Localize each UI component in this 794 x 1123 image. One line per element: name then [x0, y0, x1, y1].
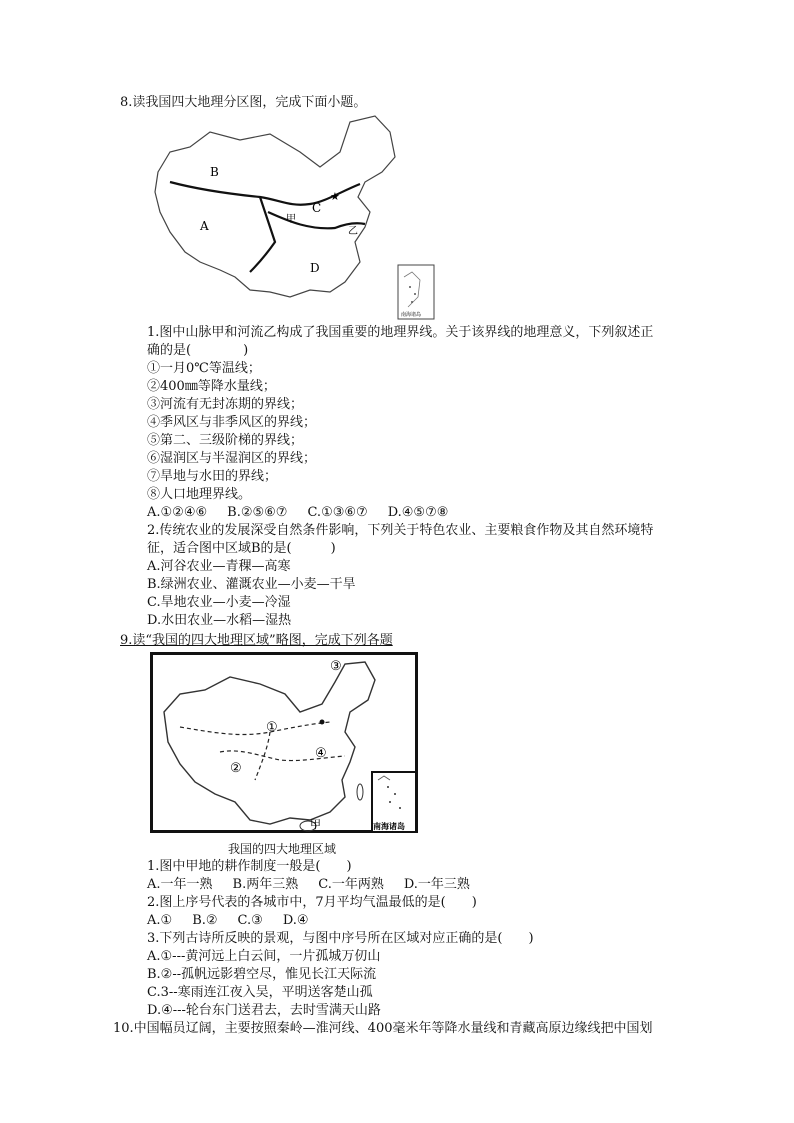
q9-sub2-option-a[interactable]: A.① [147, 913, 173, 928]
q9-sub1-option-b[interactable]: B.两年三熟 [232, 877, 299, 892]
q8-region-c: C [312, 201, 322, 215]
q9-region-map [150, 652, 418, 834]
q8-sub1-options [147, 504, 468, 522]
q8-label-yi: 乙 [348, 226, 358, 237]
q9-jia-label: 甲 [310, 818, 321, 831]
q8-region-b: B [210, 165, 219, 179]
q8-sub1-option-a[interactable]: A.①②④⑥ [147, 505, 208, 520]
q8-sub1-option-c[interactable]: C.①③⑥⑦ [307, 505, 368, 520]
q8-inset-label: 南海诸岛 [401, 312, 422, 318]
q8-sub1-item: ⑦旱地与水田的界线； [147, 469, 278, 484]
q8-region-d: D [310, 261, 320, 275]
q8-region-a: A [200, 219, 209, 233]
q9-sub2-option-c[interactable]: C.③ [237, 913, 263, 928]
q8-sub1-stem-line1: 1.图中山脉甲和河流乙构成了我国重要的地理界线。关于该界线的地理意义，下列叙述正 [147, 325, 654, 340]
q9-heading: 9.读“我国的四大地理区域”略图，完成下列各题 [120, 633, 393, 648]
q9-sub3-option-b[interactable]: B.②--孤帆远影碧空尽，惟见长江天际流 [147, 967, 377, 982]
q8-sub1-stem-line2: 确的是( ) [147, 343, 249, 358]
q9-inset-label: 南海诸岛 [373, 821, 405, 831]
q9-sub1-options [147, 876, 490, 894]
q8-sub2-stem-line2: 征，适合图中区域B的是( ) [147, 541, 336, 556]
q9-marker-4: ④ [315, 746, 327, 761]
q9-sub2-option-d[interactable]: D.④ [282, 913, 309, 928]
q8-china-outline [155, 116, 395, 297]
q9-city-dot [320, 720, 325, 725]
q8-heading: 8.读我国四大地理分区图，完成下面小题。 [120, 95, 367, 110]
q8-boundary-west [250, 197, 275, 272]
q9-sub1-option-d[interactable]: D.一年三熟 [403, 877, 470, 892]
q9-sub3-option-d[interactable]: D.④---轮台东门送君去，去时雪满天山路 [147, 1003, 381, 1018]
q8-sub1-item: ⑤第二、三级阶梯的界线； [147, 433, 304, 448]
q9-marker-1: ① [266, 720, 278, 735]
q9-map-caption: 我国的四大地理区域 [228, 842, 337, 856]
q8-sub1-item: ⑥湿润区与半湿润区的界线； [147, 451, 317, 466]
q9-sub2-option-b[interactable]: B.② [192, 913, 218, 928]
q9-sub3-option-c[interactable]: C.3--寒雨连江夜入吴，平明送客楚山孤 [147, 985, 373, 1000]
q9-marker-3: ③ [330, 659, 342, 674]
q9-sub1-option-a[interactable]: A.一年一熟 [147, 877, 213, 892]
q10-heading: 10.中国幅员辽阔，主要按照秦岭—淮河线、400毫米年等降水量线和青藏高原边缘线把中国划 [113, 1021, 653, 1036]
q9-marker-2: ② [230, 761, 242, 776]
q8-sub2-option-d[interactable]: D.水田农业—水稻—湿热 [147, 613, 292, 628]
q9-sub2-options [147, 912, 329, 930]
q8-sub2-option-a[interactable]: A.河谷农业—青稞—高寒 [147, 559, 291, 574]
q8-inset-frame [398, 265, 434, 319]
q9-sub1-option-c[interactable]: C.一年两熟 [318, 877, 384, 892]
q8-sub2-stem-line1: 2.传统农业的发展深受自然条件影响，下列关于特色农业、主要粮食作物及其自然环境特 [147, 523, 654, 538]
q9-sub1-stem: 1.图中甲地的耕作制度一般是( ) [147, 859, 352, 874]
q8-capital-star: ★ [330, 190, 340, 203]
q8-sub1-item: ⑧人口地理界线。 [147, 487, 252, 502]
q8-sub1-item: ①一月0℃等温线； [147, 361, 261, 376]
q8-sub1-item: ②400㎜等降水量线； [147, 379, 276, 394]
q8-label-jia: 甲 [286, 214, 296, 225]
q9-sub3-option-a[interactable]: A.①---黄河远上白云间，一片孤城万仞山 [147, 949, 381, 964]
q8-sub2-option-c[interactable]: C.旱地农业—小麦—冷湿 [147, 595, 291, 610]
q8-region-map [150, 112, 440, 322]
q9-sub3-stem: 3.下列古诗所反映的景观，与图中序号所在区域对应正确的是( ) [147, 931, 534, 946]
q8-sub2-option-b[interactable]: B.绿洲农业、灌溉农业—小麦—干旱 [147, 577, 356, 592]
q8-sub1-item: ③河流有无封冻期的界线； [147, 397, 304, 412]
q8-sub1-item: ④季风区与非季风区的界线； [147, 415, 317, 430]
q8-sub1-option-d[interactable]: D.④⑤⑦⑧ [387, 505, 449, 520]
q8-sub1-option-b[interactable]: B.②⑤⑥⑦ [227, 505, 288, 520]
q9-sub2-stem: 2.图上序号代表的各城市中，7月平均气温最低的是( ) [147, 895, 477, 910]
